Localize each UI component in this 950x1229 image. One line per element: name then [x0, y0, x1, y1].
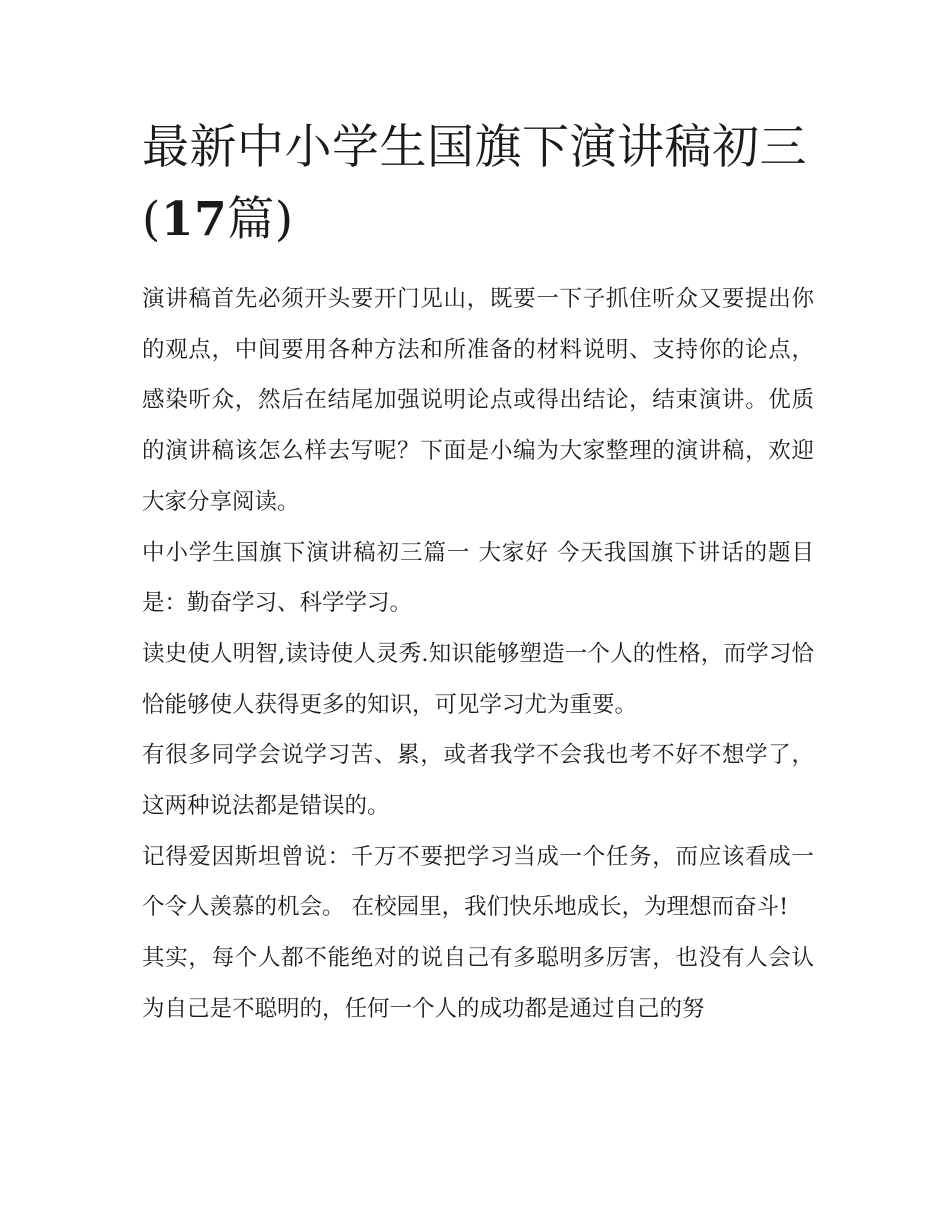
document-page — [142, 112, 814, 1035]
paragraph-intro: 演讲稿首先必须开头要开门见山，既要一下子抓住听众又要提出你的观点，中间要用各种方法和所准备的材料说明、支持你的论点，感染听众，然后在结尾加强说明论点或得出结论，结束演讲。优质的演讲稿该怎么样去写呢？下面是小编为大家整理的演讲稿，欢迎大家分享阅读。 — [142, 286, 814, 515]
paragraph-einstein-quote: 记得爱因斯坦曾说：千万不要把学习当成一个任务，而应该看成一个令人羡慕的机会。 在校园里，我们快乐地成长，为理想而奋斗! — [142, 843, 814, 921]
document-title — [142, 112, 814, 256]
title-number: 17 — [160, 192, 228, 247]
title-text-part1: 最新中小学生国旗下演讲稿初三( — [142, 120, 807, 247]
paragraph-knowledge: 读史使人明智,读诗使人灵秀.知识能够塑造一个人的性格，而学习恰恰能够使人获得更多的知识，可见学习尤为重要。 — [142, 640, 814, 718]
paragraph-success: 其实，每个人都不能绝对的说自己有多聪明多厉害，也没有人会认为自己是不聪明的，任何一个人的成功都是通过自己的努 — [142, 945, 814, 1022]
title-text-part2: 篇) — [227, 192, 294, 247]
paragraph-students: 有很多同学会说学习苦、累，或者我学不会我也考不好不想学了，这两种说法都是错误的。 — [142, 742, 814, 820]
paragraph-greeting: 中小学生国旗下演讲稿初三篇一 大家好 今天我国旗下讲话的题目是：勤奋学习、科学学习。 — [142, 539, 814, 617]
